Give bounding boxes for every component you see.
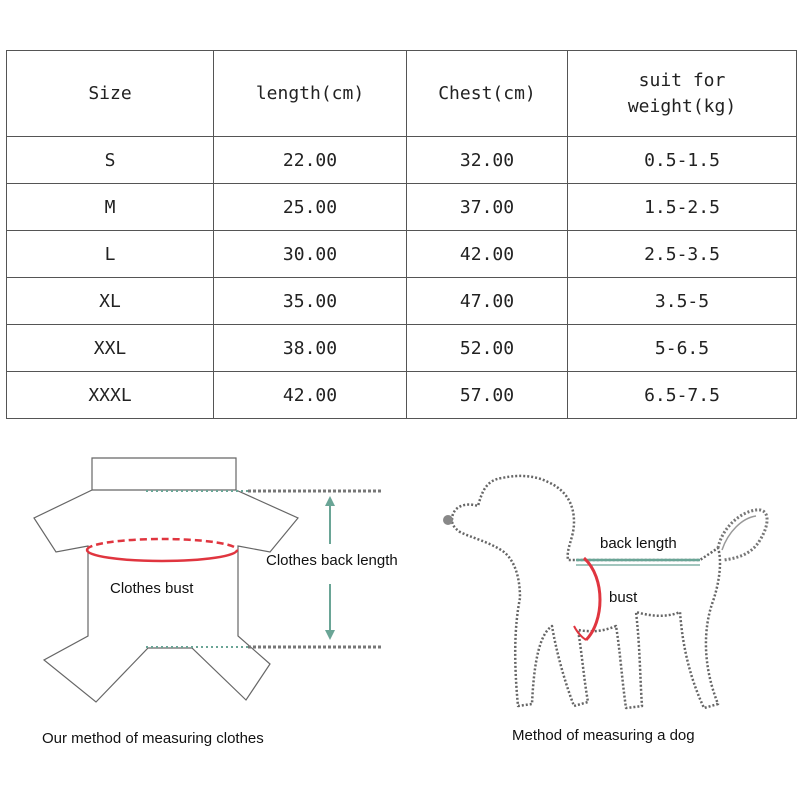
size-chart-table <box>6 50 797 419</box>
cell-chest: 37.00 <box>407 184 568 231</box>
cell-chest: 42.00 <box>407 231 568 278</box>
dog-illustration <box>452 476 720 708</box>
cell-size: L <box>7 231 214 278</box>
cell-weight: 6.5-7.5 <box>568 372 797 419</box>
table-header-row <box>7 51 797 137</box>
cell-chest: 57.00 <box>407 372 568 419</box>
header-suit-for: suit for <box>638 69 726 91</box>
table-row <box>7 278 797 325</box>
dog-bust-line <box>574 558 600 640</box>
cell-size: XXXL <box>7 372 214 419</box>
clothes-bust-ellipse <box>87 539 237 561</box>
cell-length: 22.00 <box>214 137 407 184</box>
cell-length: 25.00 <box>214 184 407 231</box>
table-row <box>7 231 797 278</box>
table-row <box>7 372 797 419</box>
dog-back-length-label: back length <box>600 535 677 552</box>
dog-bust-label: bust <box>609 589 638 606</box>
dog-tail <box>718 510 767 560</box>
dog-back-length-line <box>576 560 700 565</box>
cell-weight: 5-6.5 <box>568 325 797 372</box>
cell-size: S <box>7 137 214 184</box>
cell-weight: 2.5-3.5 <box>568 231 797 278</box>
cell-chest: 47.00 <box>407 278 568 325</box>
clothes-bust-label: Clothes bust <box>110 580 194 597</box>
cell-weight: 0.5-1.5 <box>568 137 797 184</box>
header-size: Size <box>7 51 214 137</box>
table-row <box>7 184 797 231</box>
table-row <box>7 325 797 372</box>
cell-weight: 1.5-2.5 <box>568 184 797 231</box>
cell-length: 38.00 <box>214 325 407 372</box>
clothes-back-length-guides <box>146 491 382 647</box>
clothes-method-caption: Our method of measuring clothes <box>42 730 264 747</box>
dog-method-caption: Method of measuring a dog <box>512 727 695 744</box>
dog-nose-icon <box>443 515 453 525</box>
header-weight: weight(kg) <box>627 95 737 117</box>
cell-chest: 52.00 <box>407 325 568 372</box>
clothes-back-length-label: Clothes back length <box>266 552 398 569</box>
cell-length: 42.00 <box>214 372 407 419</box>
header-length: length(cm) <box>214 51 407 137</box>
header-chest: Chest(cm) <box>407 51 568 137</box>
cell-size: M <box>7 184 214 231</box>
cell-size: XXL <box>7 325 214 372</box>
cell-chest: 32.00 <box>407 137 568 184</box>
header-suit-weight <box>568 51 797 137</box>
cell-length: 30.00 <box>214 231 407 278</box>
cell-length: 35.00 <box>214 278 407 325</box>
cell-weight: 3.5-5 <box>568 278 797 325</box>
table-row <box>7 137 797 184</box>
cell-size: XL <box>7 278 214 325</box>
